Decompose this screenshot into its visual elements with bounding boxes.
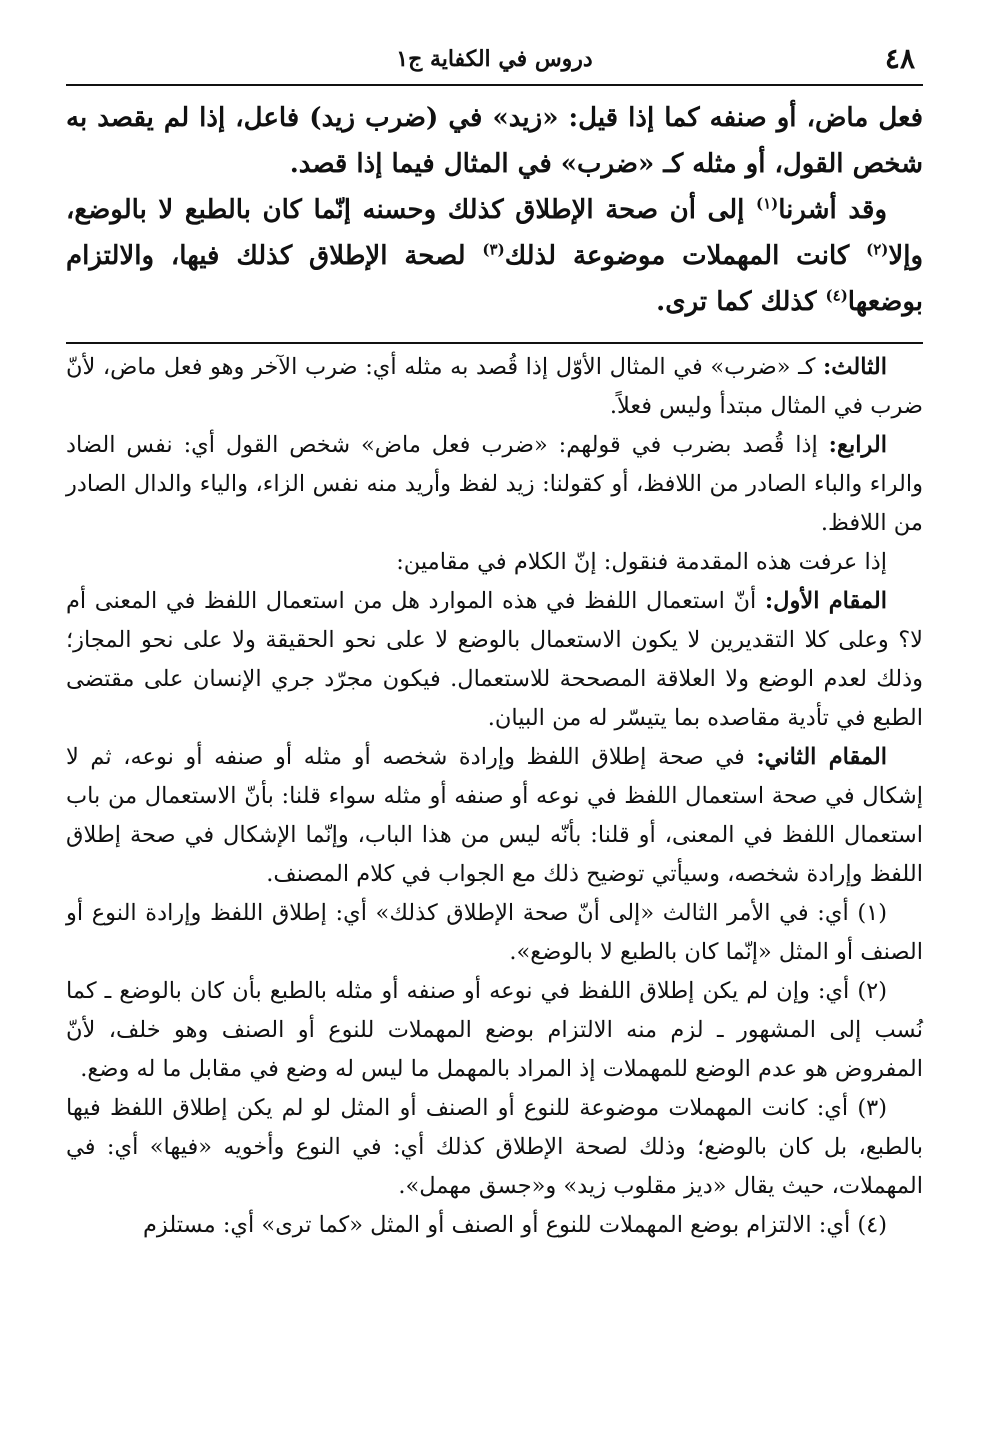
footnote-marker: (٣) [482,240,505,259]
commentary-text: إذا قُصد بضرب في قولهم: «ضرب فعل ماض» شخص القول أي: نفس الضاد والراء والباء الصادر من اللافظ، أو كقولنا: زيد لفظ وأريد منه نفس الزاء، والياء والدال الصادر من اللافظ. [66,432,923,536]
section-term: المقام الأول: [764,588,887,614]
footnote: (٤) أي: الالتزام بوضع المهملات للنوع أو الصنف أو المثل «كما ترى» أي: مستلزم [142,1212,887,1238]
commentary-paragraph [66,582,923,738]
main-text-run: كانت المهملات موضوعة لذلك [504,241,867,271]
main-text-run: وقد أشرنا [778,195,887,225]
separator-rule [66,342,923,344]
footnote-marker: (١) [755,194,779,213]
commentary-text: أنّ استعمال اللفظ في هذه الموارد هل من استعمال اللفظ في المعنى أم لا؟ وعلى كلا التقديرين لا يكون الاستعمال بالوضع لا على نحو الحقيقة ولا على نحو المجاز؛ وذلك لعدم الوضع ولا العلاقة المصححة للاستعمال. فيكون مجرّد جري الإنسان على مقتضى الطبع في تأدية مقاصده بما يتيسّر له من البيان. [66,588,923,731]
page-header [66,40,923,86]
section-term: الرابع: [828,432,887,458]
page-number: ٤٨ [884,42,915,75]
footnote-marker: (٤) [825,286,848,305]
footnote-marker: (٢) [866,240,889,259]
main-text-run: كذلك كما ترى. [656,287,826,317]
footnote: (٢) أي: وإن لم يكن إطلاق اللفظ في نوعه أو صنفه أو مثله بالطبع بأن كان بالوضع ـ كما نُسب إلى المشهور ـ لزم منه الالتزام بوضع المهملات للنوع أو الصنف وهو خلف، لأنّ المفروض هو عدم الوضع للمهملات إذ المراد بالمهمل ما ليس له وضع في مقابل ما له وضع. [66,978,923,1082]
section-term: المقام الثاني: [756,744,887,770]
commentary-section [66,348,923,1245]
main-text [66,95,923,325]
commentary-paragraph [66,348,923,426]
commentary-text: كـ «ضرب» في المثال الأوّل إذا قُصد به مثله أي: ضرب الآخر وهو فعل ماض، لأنّ ضرب في المثال مبتدأ وليس فعلاً. [66,354,923,419]
main-text-run: إلى أن صحة الإطلاق كذلك وحسنه إنّما كان بالطبع لا بالوضع، وإلا [66,195,923,271]
commentary-paragraph [66,426,923,543]
running-title: دروس في الكفاية ج١ [396,46,593,72]
commentary-paragraph [66,738,923,894]
section-term: الثالث: [822,354,887,380]
main-paragraph: فعل ماض، أو صنفه كما إذا قيل: «زيد» في (ضرب زيد) فاعل، إذا لم يقصد به شخص القول، أو مثله كـ «ضرب» في المثال فيما إذا قصد. [66,103,923,179]
main-paragraph [66,187,923,325]
footnote: (٣) أي: كانت المهملات موضوعة للنوع أو الصنف أو المثل لو لم يكن إطلاق اللفظ فيها بالطبع، بل كان بالوضع؛ وذلك لصحة الإطلاق كذلك أي: في النوع وأخويه «فيها» أي: في المهملات، حيث يقال «ديز مقلوب زيد» و«جسق مهمل». [66,1095,923,1199]
commentary-paragraph: إذا عرفت هذه المقدمة فنقول: إنّ الكلام في مقامين: [396,549,887,575]
main-text-run: لصحة الإطلاق كذلك فيها، والالتزام بوضعها [66,241,923,317]
footnote: (١) أي: في الأمر الثالث «إلى أنّ صحة الإطلاق كذلك» أي: إطلاق اللفظ وإرادة النوع أو الصنف أو المثل «إنّما كان بالطبع لا بالوضع». [66,900,923,965]
commentary-text: في صحة إطلاق اللفظ وإرادة شخصه أو مثله أو صنفه أو نوعه، ثم لا إشكال في صحة استعمال اللفظ في نوعه أو صنفه أو مثله سواء قلنا: بأنّ الاستعمال من باب استعمال اللفظ في المعنى، أو قلنا: بأنّه ليس من هذا الباب، وإنّما الإشكال في صحة إطلاق اللفظ وإرادة شخصه، وسيأتي توضيح ذلك مع الجواب في كلام المصنف. [66,744,923,887]
